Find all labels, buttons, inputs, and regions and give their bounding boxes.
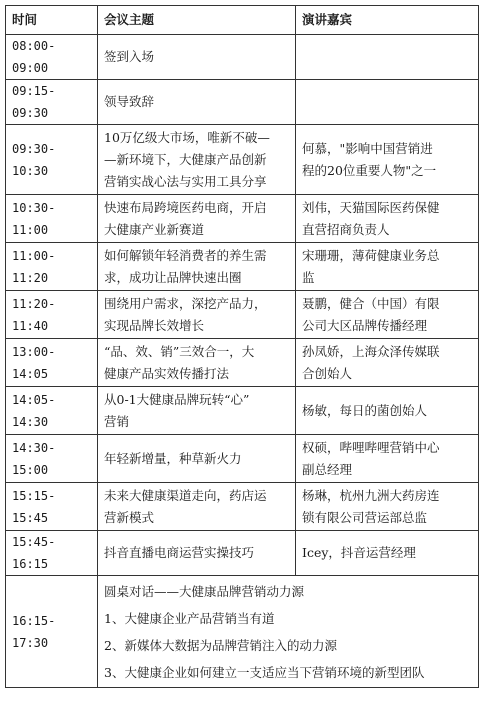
header-time: 时间	[6, 6, 98, 35]
speaker-line: 宋珊珊，薄荷健康业务总	[302, 247, 440, 263]
session-topic	[98, 435, 296, 483]
agenda-row	[6, 80, 479, 125]
topic-line: 10万亿级大市场，唯新不破—	[104, 129, 270, 145]
session-time: 10:30-11:00	[6, 195, 98, 243]
session-speaker	[296, 243, 479, 291]
topic-line: 实现品牌长效增长	[104, 317, 205, 333]
speaker-line: 何慕，"影响中国营销进	[302, 140, 433, 156]
speaker-line: 杨琳，杭州九洲大药房连	[302, 487, 440, 503]
roundtable-item: 3、大健康企业如何建立一支适应当下营销环境的新型团队	[104, 664, 425, 680]
speaker-line: 聂鹏，健合（中国）有限	[302, 295, 440, 311]
session-topic	[98, 531, 296, 576]
header-speaker: 演讲嘉宾	[296, 6, 479, 35]
topic-line: 抖音直播电商运营实操技巧	[104, 545, 255, 560]
session-time: 09:15-09:30	[6, 80, 98, 125]
session-time: 09:30-10:30	[6, 125, 98, 195]
speaker-line: 监	[302, 269, 315, 285]
topic-line: 从0-1大健康品牌玩转“心”	[104, 391, 250, 407]
session-topic	[98, 291, 296, 339]
session-speaker	[296, 195, 479, 243]
roundtable-item: 1、大健康企业产品营销当有道	[104, 610, 275, 626]
topic-line: 快速布局跨境医药电商，开启	[104, 199, 267, 215]
topic-line: 营新模式	[104, 509, 155, 525]
topic-line: 大健康产业新赛道	[104, 221, 205, 237]
topic-line: —新环境下，大健康产品创新	[104, 151, 267, 167]
agenda-row	[6, 435, 479, 483]
topic-line: 营销实战心法与实用工具分享	[104, 173, 267, 189]
session-speaker	[296, 339, 479, 387]
agenda-row	[6, 35, 479, 80]
topic-line: 领导致辞	[104, 94, 155, 109]
speaker-line: 公司大区品牌传播经理	[302, 317, 428, 333]
topic-line: “品、效、销”三效合一，大	[104, 343, 255, 359]
agenda-row	[6, 125, 479, 195]
topic-line: 签到入场	[104, 49, 155, 64]
session-speaker	[296, 531, 479, 576]
session-time: 13:00-14:05	[6, 339, 98, 387]
session-time: 11:00-11:20	[6, 243, 98, 291]
session-topic	[98, 125, 296, 195]
session-speaker	[296, 125, 479, 195]
session-speaker	[296, 435, 479, 483]
session-time: 11:20-11:40	[6, 291, 98, 339]
roundtable-item: 2、新媒体大数据为品牌营销注入的动力源	[104, 637, 337, 653]
session-speaker	[296, 291, 479, 339]
session-time: 08:00-09:00	[6, 35, 98, 80]
topic-line: 求，成功让品牌快速出圈	[104, 269, 242, 285]
session-speaker	[296, 35, 479, 80]
session-time: 15:15-15:45	[6, 483, 98, 531]
session-topic	[98, 80, 296, 125]
session-topic	[98, 387, 296, 435]
agenda-row	[6, 243, 479, 291]
agenda-row	[6, 195, 479, 243]
agenda-row	[6, 291, 479, 339]
roundtable-row	[6, 576, 479, 688]
session-speaker	[296, 483, 479, 531]
session-speaker	[296, 387, 479, 435]
header-row	[6, 6, 479, 35]
roundtable-time: 16:15-17:30	[6, 576, 98, 688]
speaker-line: 副总经理	[302, 461, 353, 477]
session-speaker	[296, 80, 479, 125]
session-time: 15:45-16:15	[6, 531, 98, 576]
speaker-line: 直营招商负责人	[302, 221, 390, 237]
agenda-table	[5, 5, 479, 688]
speaker-line: 刘伟，天猫国际医药保健	[302, 199, 440, 215]
header-topic: 会议主题	[98, 6, 296, 35]
speaker-line: 杨敏，每日的菌创始人	[302, 402, 428, 418]
session-topic	[98, 339, 296, 387]
speaker-line: 合创始人	[302, 365, 353, 381]
session-topic	[98, 483, 296, 531]
topic-line: 未来大健康渠道走向，药店运	[104, 487, 267, 503]
session-time: 14:05-14:30	[6, 387, 98, 435]
topic-line: 如何解锁年轻消费者的养生需	[104, 247, 267, 263]
session-time: 14:30-15:00	[6, 435, 98, 483]
topic-line: 健康产品实效传播打法	[104, 365, 230, 381]
speaker-line: Icey，抖音运营经理	[302, 545, 416, 560]
topic-line: 围绕用户需求，深挖产品力，	[104, 295, 267, 311]
agenda-body	[6, 35, 479, 688]
agenda-row	[6, 387, 479, 435]
roundtable-title: 圆桌对话——大健康品牌营销动力源	[104, 583, 305, 599]
speaker-line: 程的20位重要人物"之一	[302, 162, 437, 178]
speaker-line: 锁有限公司营运部总监	[302, 509, 428, 525]
roundtable-content	[98, 576, 479, 688]
agenda-row	[6, 531, 479, 576]
agenda-row	[6, 483, 479, 531]
topic-line: 营销	[104, 413, 130, 429]
session-topic	[98, 35, 296, 80]
agenda-row	[6, 339, 479, 387]
topic-line: 年轻新增量，种草新火力	[104, 450, 242, 466]
session-topic	[98, 195, 296, 243]
speaker-line: 权硕，哔哩哔哩营销中心	[302, 439, 440, 455]
speaker-line: 孙凤娇，上海众泽传媒联	[302, 343, 440, 359]
session-topic	[98, 243, 296, 291]
